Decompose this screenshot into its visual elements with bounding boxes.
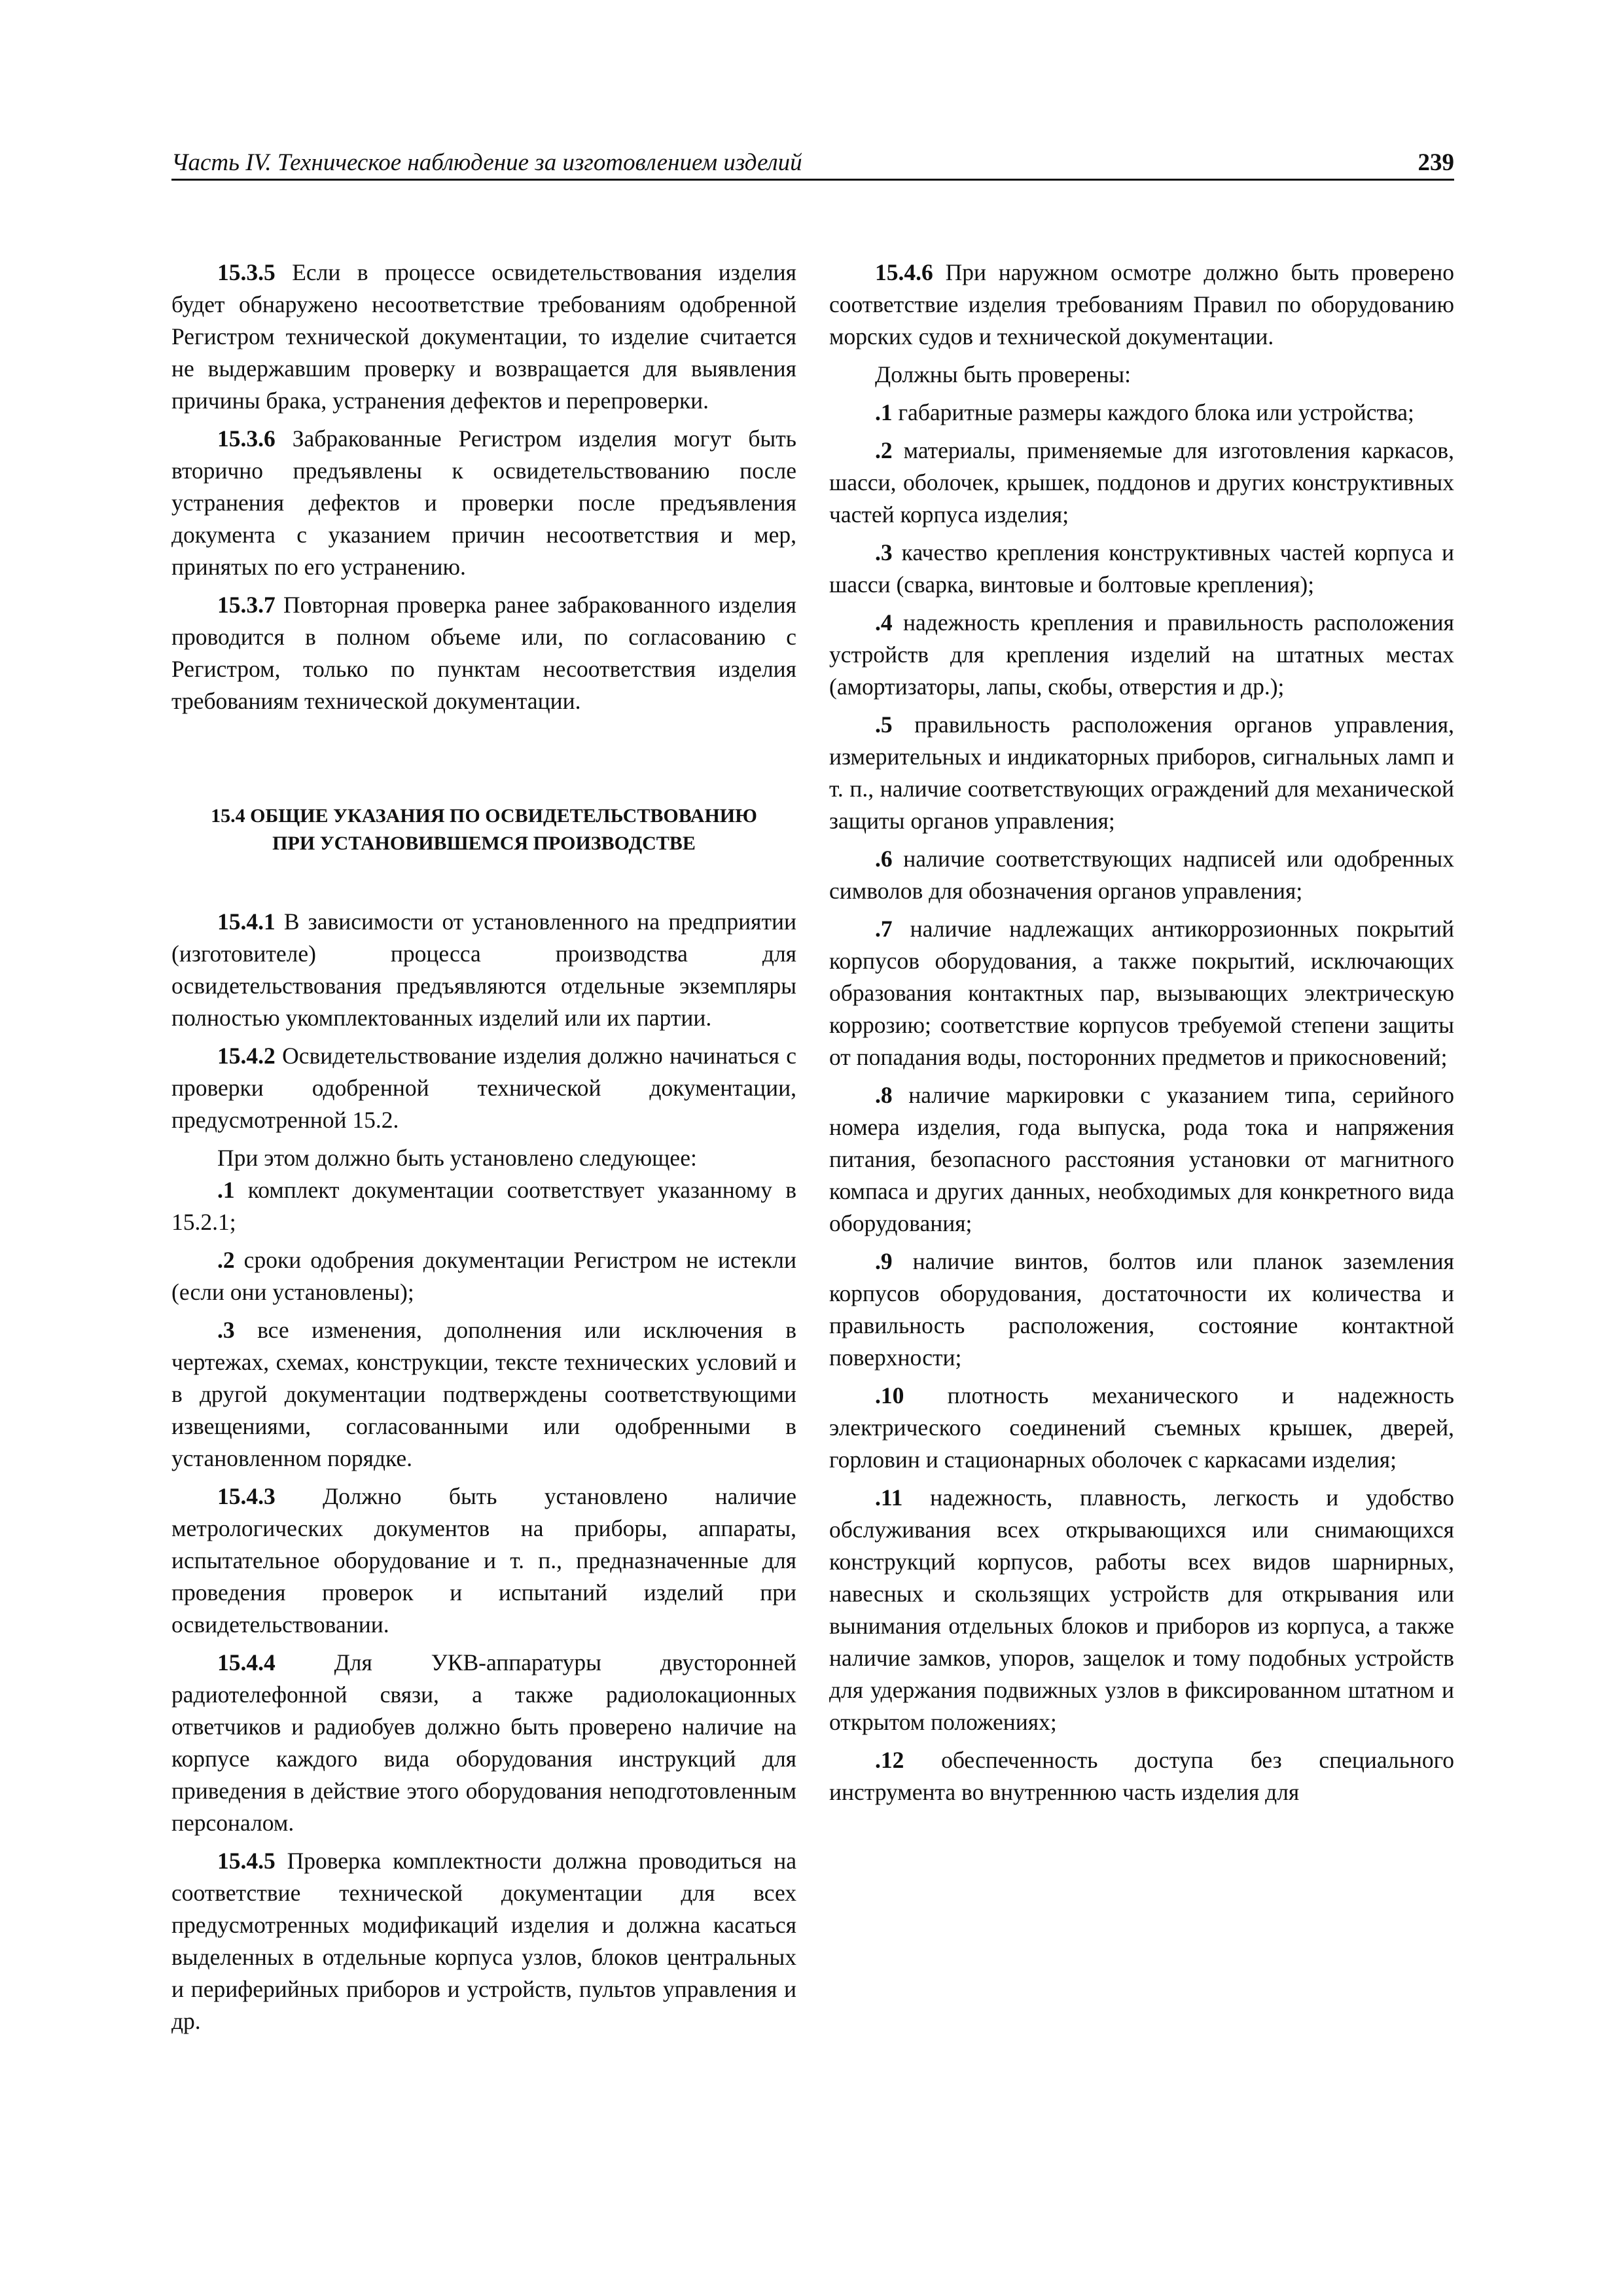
paragraph-text: Освидетельствование изделия должно начинаться с проверки одобренной технической документации, предусмотренной 15.2. xyxy=(171,1043,796,1133)
item-number: .1 xyxy=(875,399,893,425)
check-item-9 xyxy=(829,1246,1454,1374)
paragraph-text: В зависимости от установленного на предприятии (изготовителе) процесса производства для освидетельствования предъявляются отдельные экземпляры полностью укомплектованных изделий или их партии. xyxy=(171,908,796,1031)
clause-number: 15.4.3 xyxy=(217,1483,276,1509)
item-text: надежность, плавность, легкость и удобство обслуживания всех открывающихся или снимающихся конструкций корпусов, работы всех видов шарнирных, навесных и скользящих устройств для открывания или вынимания отдельных блоков и приборов из корпуса, а также наличие замков, упоров, защелок и тому подобных устройств для удержания подвижных узлов в фиксированном штатном и открытом положениях; xyxy=(829,1484,1454,1735)
check-item-1 xyxy=(829,397,1454,429)
clause-number: 15.4.6 xyxy=(875,259,933,285)
paragraph-text: Повторная проверка ранее забракованного изделия проводится в полном объеме или, по согласованию с Регистром, только по пунктам несоответствия изделия требованиям технической документации. xyxy=(171,592,796,714)
item-number: .3 xyxy=(217,1317,235,1343)
paragraph-15-4-5 xyxy=(171,1845,796,2037)
item-text: надежность крепления и правильность расположения устройств для крепления изделий на штатных местах (амортизаторы, лапы, скобы, отверстия и др.); xyxy=(829,609,1454,700)
check-item-6 xyxy=(829,843,1454,907)
check-item-8 xyxy=(829,1079,1454,1240)
item-number: .11 xyxy=(875,1484,903,1511)
paragraph-text: При наружном осмотре должно быть проверено соответствие изделия требованиям Правил по оборудованию морских судов и технической документации. xyxy=(829,259,1454,350)
left-column xyxy=(171,257,796,2037)
section-heading-line-2: ПРИ УСТАНОВИВШЕМСЯ ПРОИЗВОДСТВЕ xyxy=(272,833,696,854)
item-text: сроки одобрения документации Регистром не истекли (если они установлены); xyxy=(171,1247,796,1305)
running-header xyxy=(171,149,1454,181)
item-number: .2 xyxy=(875,437,893,463)
clause-number: 15.3.7 xyxy=(217,592,276,618)
item-number: .3 xyxy=(875,539,893,565)
paragraph-15-3-6 xyxy=(171,423,796,583)
item-text: обеспеченность доступа без специального инструмента во внутреннюю часть изделия для xyxy=(829,1747,1454,1805)
item-text: правильность расположения органов управления, измерительных и индикаторных приборов, сигнальных ламп и т. п., наличие соответствующих ограждений для механической защиты органов управления; xyxy=(829,711,1454,834)
item-text: наличие маркировки с указанием типа, серийного номера изделия, года выпуска, рода тока и напряжения питания, безопасного расстояния установки от магнитного компаса и других данных, необходимых для конкретного вида оборудования; xyxy=(829,1082,1454,1236)
item-number: .4 xyxy=(875,609,893,636)
clause-number: 15.3.6 xyxy=(217,425,276,452)
item-number: .5 xyxy=(875,711,893,738)
item-text: плотность механического и надежность электрического соединений съемных крышек, дверей, горловин и стационарных оболочек с каркасами изделия; xyxy=(829,1382,1454,1473)
item-number: .2 xyxy=(217,1247,235,1273)
right-column xyxy=(829,257,1454,1808)
paragraph-15-3-7 xyxy=(171,589,796,717)
paragraph-text: Должно быть установлено наличие метрологических документов на приборы, аппараты, испытательное оборудование и т. п., предназначенные для проведения проверок и испытаний изделий при освидетельствовании. xyxy=(171,1483,796,1638)
check-item-11 xyxy=(829,1482,1454,1738)
item-text: наличие винтов, болтов или планок заземления корпусов оборудования, достаточности их количества и правильность расположения, состояние контактной поверхности; xyxy=(829,1248,1454,1371)
paragraph-text: Проверка комплектности должна проводиться на соответствие технической документации для всех предусмотренных модификаций изделия и должна касаться выделенных в отдельные корпуса узлов, блоков центральных и периферийных приборов и устройств, пультов управления и др. xyxy=(171,1848,796,2034)
clause-number: 15.4.4 xyxy=(217,1649,276,1676)
item-number: .12 xyxy=(875,1747,904,1773)
item-number: .8 xyxy=(875,1082,893,1108)
paragraph-15-3-5 xyxy=(171,257,796,417)
paragraph-text: Забракованные Регистром изделия могут быть вторично предъявлены к освидетельствованию после устранения дефектов и проверки после предъявления документа с указанием причин несоответствия и мер, принятых по его устранению. xyxy=(171,425,796,580)
paragraph-15-4-4 xyxy=(171,1647,796,1839)
item-number: .10 xyxy=(875,1382,904,1408)
check-item-4 xyxy=(829,607,1454,703)
section-heading-line-1: 15.4 ОБЩИЕ УКАЗАНИЯ ПО ОСВИДЕТЕЛЬСТВОВАНИЮ xyxy=(211,805,757,827)
page-number: 239 xyxy=(1418,149,1454,176)
paragraph-15-4-2 xyxy=(171,1040,796,1136)
paragraph-text: Для УКВ-аппаратуры двусторонней радиотелефонной связи, а также радиолокационных ответчиков и радиобуев должно быть проверено наличие на корпусе каждого вида оборудования инструкций для приведения в действие этого оборудования неподготовленным персоналом. xyxy=(171,1649,796,1836)
item-number: .7 xyxy=(875,916,893,942)
section-heading xyxy=(171,802,796,857)
paragraph-15-4-3 xyxy=(171,1480,796,1641)
check-item-5 xyxy=(829,709,1454,837)
item-text: наличие надлежащих антикоррозионных покрытий корпусов оборудования, а также покрытий, исключающих образования контактных пар, вызывающих электрическую коррозию; соответствие корпусов требуемой степени защиты от попадания воды, посторонних предметов и прикосновений; xyxy=(829,916,1454,1070)
clause-number: 15.4.5 xyxy=(217,1848,276,1874)
paragraph-15-4-1 xyxy=(171,906,796,1034)
item-text: материалы, применяемые для изготовления каркасов, шасси, оболочек, крышек, поддонов и других конструктивных частей корпуса изделия; xyxy=(829,437,1454,528)
list-item-2 xyxy=(171,1244,796,1308)
list-item-1 xyxy=(171,1174,796,1238)
item-number: .9 xyxy=(875,1248,893,1274)
check-item-12 xyxy=(829,1744,1454,1808)
item-number: .1 xyxy=(217,1177,235,1203)
clause-number: 15.4.1 xyxy=(217,908,276,935)
paragraph-intro: При этом должно быть установлено следующее: xyxy=(217,1145,697,1171)
item-number: .6 xyxy=(875,846,893,872)
check-item-7 xyxy=(829,913,1454,1073)
clause-number: 15.3.5 xyxy=(217,259,276,285)
list-item-3 xyxy=(171,1314,796,1475)
paragraph-must-check: Должны быть проверены: xyxy=(875,361,1131,387)
header-rule xyxy=(171,179,1454,181)
item-text: комплект документации соответствует указанному в 15.2.1; xyxy=(171,1177,796,1235)
check-item-10 xyxy=(829,1380,1454,1476)
paragraph-15-4-6 xyxy=(829,257,1454,353)
paragraph-text: Если в процессе освидетельствования изделия будет обнаружено несоответствие требованиям одобренной Регистром технической документации, то изделие считается не выдержавшим проверку и возвращается для выявления причины брака, устранения дефектов и перепроверки. xyxy=(171,259,796,414)
check-item-2 xyxy=(829,435,1454,531)
item-text: все изменения, дополнения или исключения в чертежах, схемах, конструкции, тексте технических условий и в другой документации подтверждены соответствующими извещениями, согласованными или одобренными в установленном порядке. xyxy=(171,1317,796,1471)
item-text: наличие соответствующих надписей или одобренных символов для обозначения органов управления; xyxy=(829,846,1454,904)
item-text: габаритные размеры каждого блока или устройства; xyxy=(892,399,1414,425)
check-item-3 xyxy=(829,537,1454,601)
header-title: Часть IV. Техническое наблюдение за изготовлением изделий xyxy=(171,149,802,176)
item-text: качество крепления конструктивных частей корпуса и шасси (сварка, винтовые и болтовые крепления); xyxy=(829,539,1454,598)
clause-number: 15.4.2 xyxy=(217,1043,276,1069)
